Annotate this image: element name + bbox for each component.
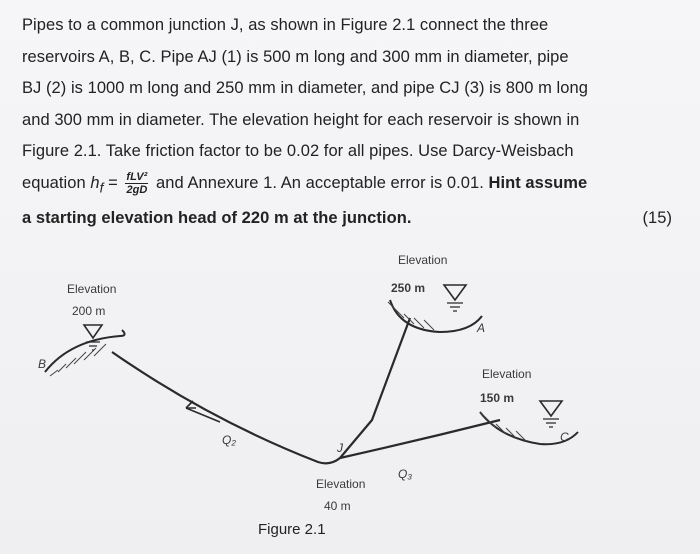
hint-text-end: a starting elevation head of 220 m at the junction.	[22, 209, 412, 228]
problem-line: Pipes to a common junction J, as shown in Figure 2.1 connect the three	[22, 16, 549, 34]
hint-text-start: Hint assume	[488, 173, 588, 192]
water-level-b-icon	[84, 325, 102, 338]
equation-equals: =	[103, 173, 123, 192]
problem-line: and 300 mm in diameter. The elevation height for each reservoir is shown in	[22, 110, 580, 129]
problem-line: Figure 2.1. Take friction factor to be 0.02 for all pipes. Use Darcy-Weisbach	[22, 142, 574, 160]
flow-label-q2: Q₂	[222, 433, 236, 447]
reservoir-b-elevation-value: 200 m	[72, 304, 106, 318]
reservoir-a-letter: A	[477, 321, 486, 335]
water-level-c-lines	[543, 419, 559, 427]
marks-label: (15)	[642, 209, 672, 228]
reservoir-c-hatch	[480, 412, 526, 441]
equation-denominator: 2gD	[126, 183, 148, 196]
reservoir-c-letter: C	[560, 430, 569, 444]
reservoir-c-elevation-label: Elevation	[482, 367, 532, 381]
figure-caption: Figure 2.1	[258, 521, 326, 538]
equation-numerator: fLV²	[126, 170, 148, 183]
reservoir-a-basin	[390, 300, 482, 332]
reservoir-a-elevation-label: Elevation	[398, 253, 448, 267]
reservoir-b-elevation-label: Elevation	[67, 282, 117, 296]
water-level-a-icon	[444, 285, 466, 300]
reservoir-a-elevation-value: 250 m	[391, 281, 426, 295]
water-level-c-icon	[540, 401, 562, 416]
reservoir-b-basin	[45, 330, 125, 372]
equation-suffix: and Annexure 1. An acceptable error is 0.01.	[151, 173, 489, 192]
equation-lhs: $h_f$	[90, 173, 104, 195]
pipe-aj	[340, 318, 410, 458]
pipe-cj	[340, 420, 500, 458]
junction-elevation-value: 40 m	[324, 499, 351, 513]
reservoir-b-letter: B	[38, 357, 47, 371]
junction-letter: J	[337, 441, 343, 455]
junction-elevation-label: Elevation	[316, 477, 366, 491]
reservoir-c-elevation-value: 150 m	[480, 391, 515, 405]
problem-line: BJ (2) is 1000 m long and 250 mm in diameter, and pipe CJ (3) is 800 m long	[22, 79, 588, 97]
water-level-a-lines	[447, 303, 463, 311]
reservoir-b-hatch	[50, 344, 106, 376]
flow-label-q3: Q₃	[398, 467, 413, 481]
equation-prefix: equation	[22, 173, 91, 192]
problem-line: reservoirs A, B, C. Pipe AJ (1) is 500 m long and 300 mm in diameter, pipe	[22, 47, 569, 66]
